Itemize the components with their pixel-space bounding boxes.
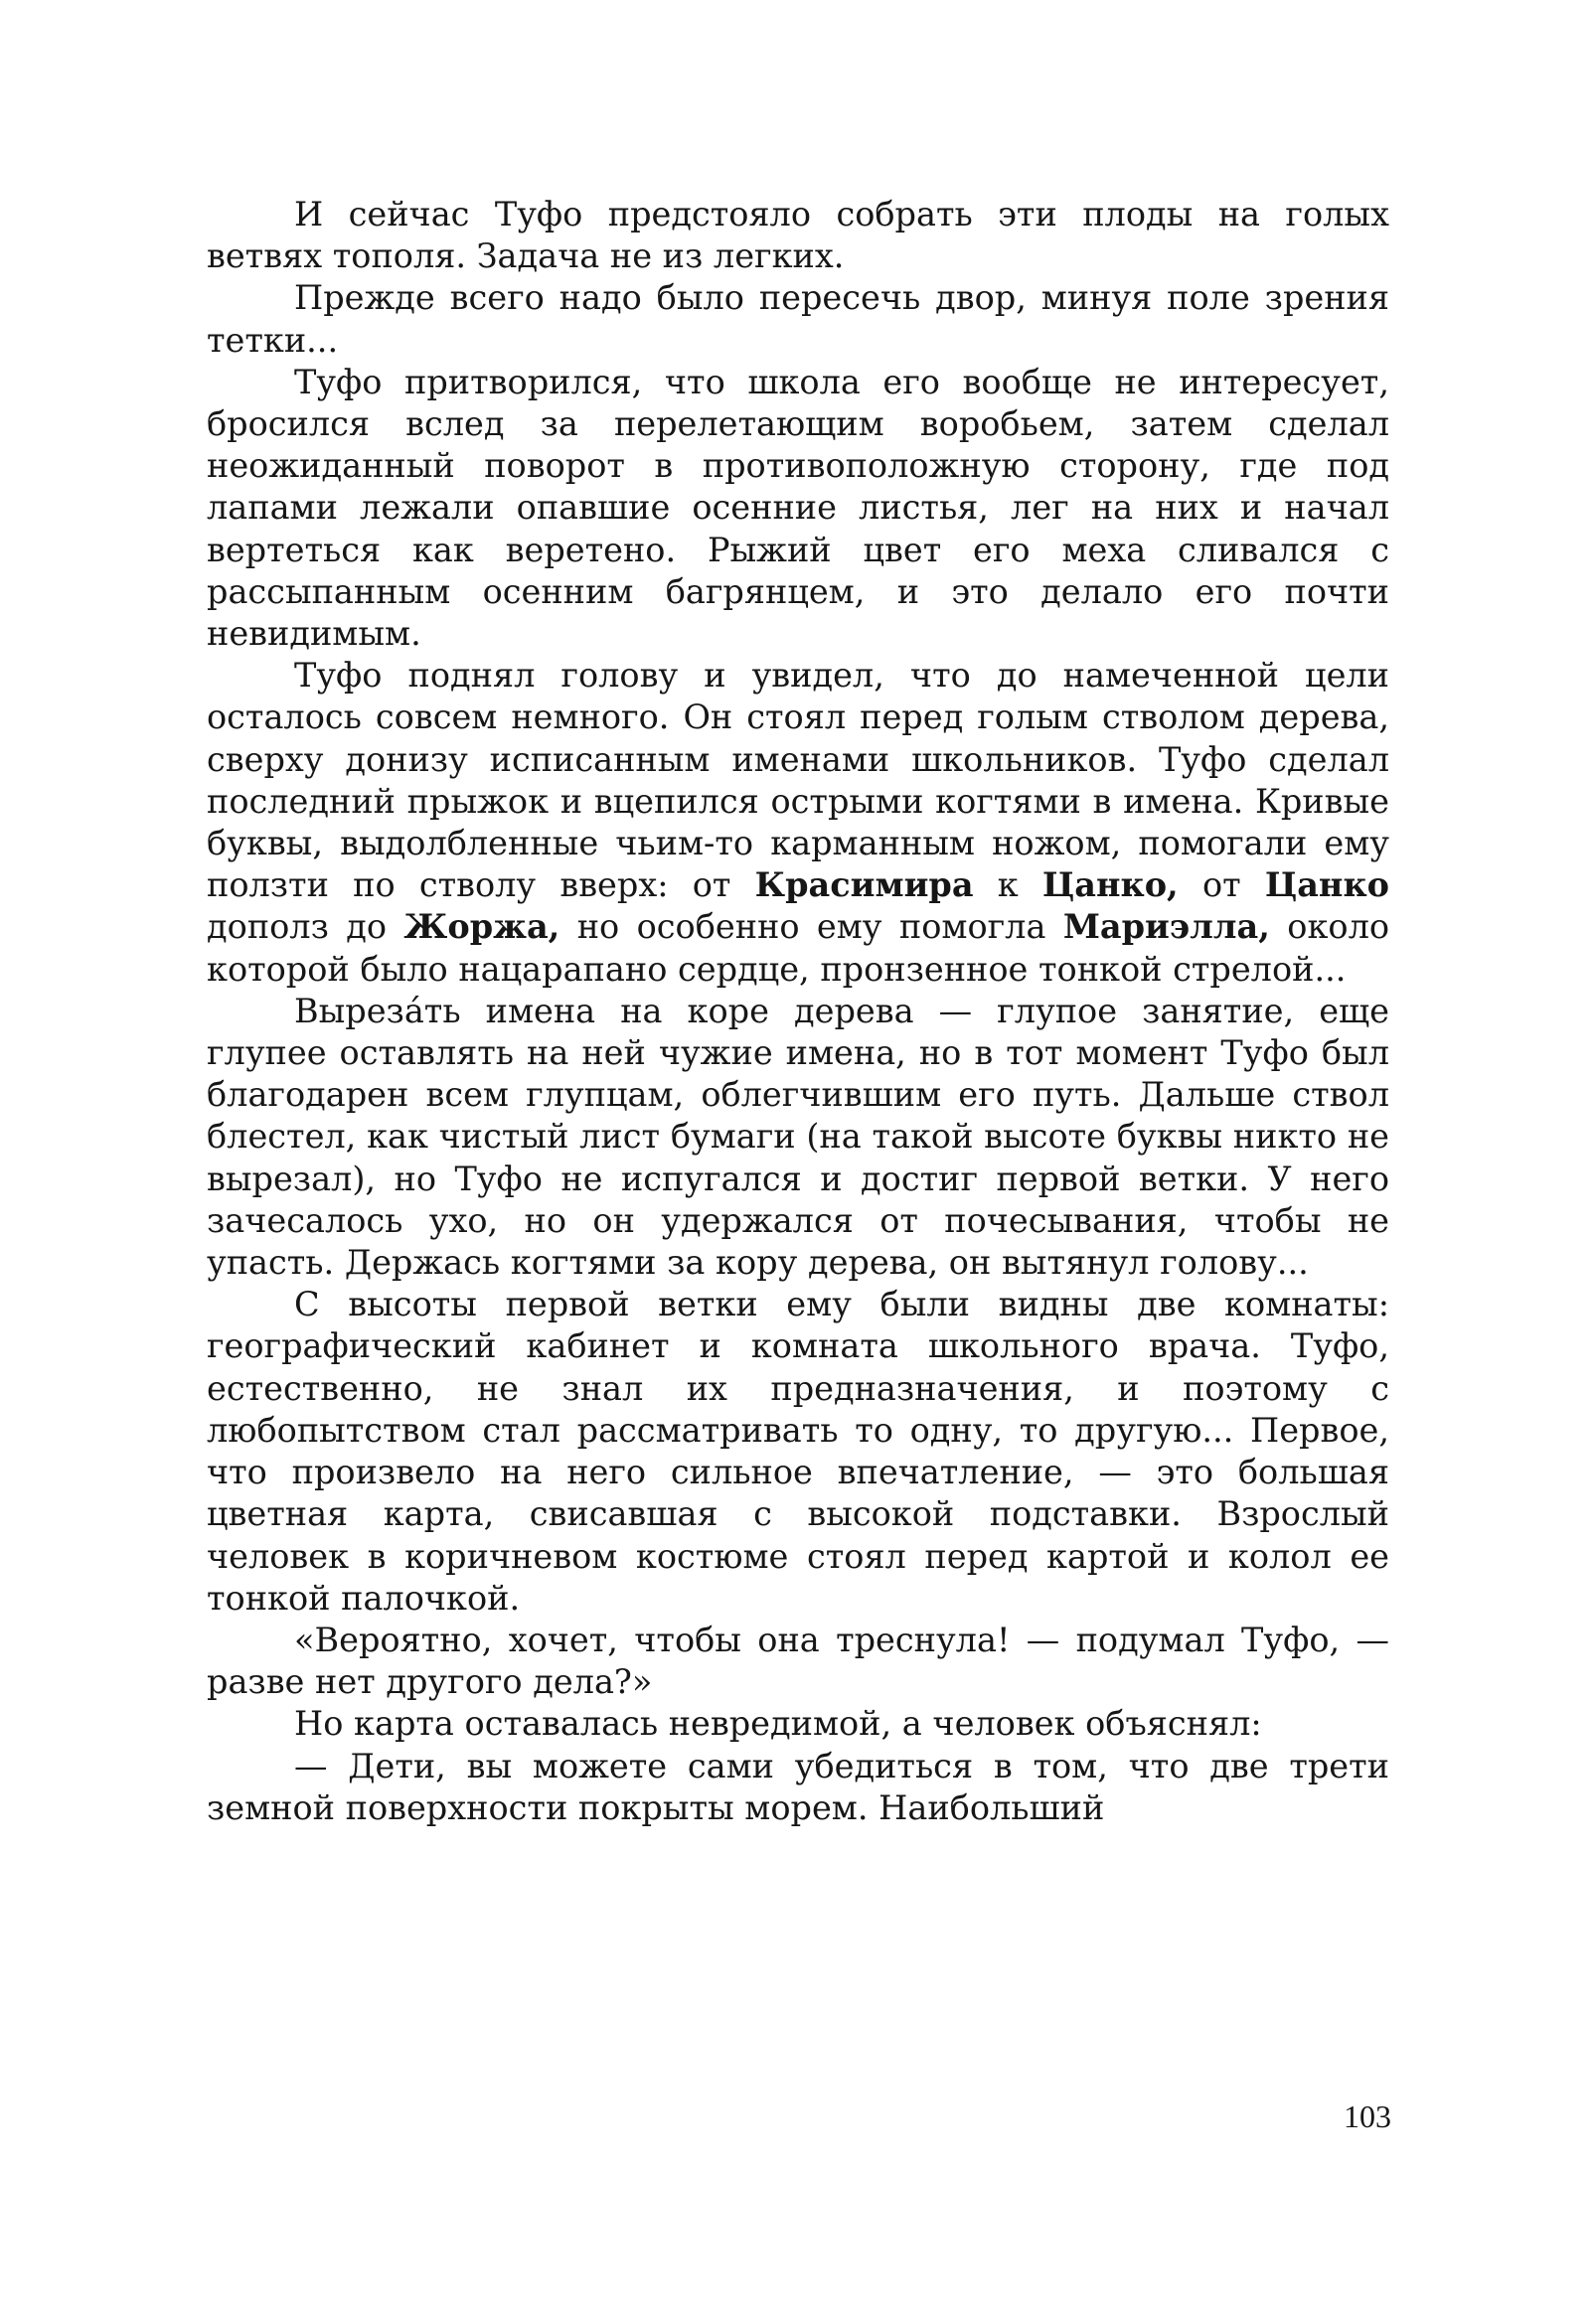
text-run: к [973, 865, 1042, 905]
text-run: Вырезáть имена на коре дерева — глупое занятие, еще глупее оставлять на ней чужие имена, но в тот момент Туфо был благодарен всем глупцам, облегчившим его путь. Дальше ствол блестел, как чистый лист бумаги (на такой высоте буквы никто не вырезал), но Туфо не испугался и достиг первой ветки. У него зачесалось ухо, но он удержался от почесывания, чтобы не упасть. Держась когтями за кору дерева, он вытянул голову... [207, 991, 1389, 1283]
paragraph-3 [207, 362, 1389, 655]
name-mariella: Мариэлла, [1062, 907, 1270, 947]
paragraph-6 [207, 1284, 1389, 1620]
text-run: Прежде всего надо было пересечь двор, минуя поле зрения тетки... [207, 278, 1389, 360]
text-run: «Вероятно, хочет, чтобы она треснула! — подумал Туфо, — разве нет другого дела?» [207, 1620, 1389, 1702]
text-run: от [1178, 865, 1265, 905]
text-run: Туфо притворился, что школа его вообще не интересует, бросился вслед за перелетающим воробьем, затем сделал неожиданный поворот в противоположную сторону, где под лапами лежали опавшие осенние листья, лег на них и начал вертеться как веретено. Рыжий цвет его меха сливался с рассыпанным осенним багрянцем, и это делало его почти невидимым. [207, 362, 1389, 654]
text-run: И сейчас Туфо предстояло собрать эти плоды на голых ветвях тополя. Задача не из легких. [207, 195, 1389, 276]
name-tsanko: Цанко, [1041, 865, 1179, 905]
text-run: около которой было нацарапано сердце, пронзенное тонкой стрелой... [207, 907, 1390, 989]
paragraph-7 [207, 1620, 1389, 1703]
name-tsanko-2: Цанко [1264, 865, 1389, 905]
paragraph-1 [207, 194, 1389, 277]
text-run: Но карта оставалась невредимой, а человек объяснял: [294, 1704, 1262, 1744]
paragraph-5 [207, 991, 1389, 1284]
name-zhorzha: Жоржа, [403, 907, 560, 947]
page-body [207, 194, 1389, 1829]
paragraph-2 [207, 277, 1389, 361]
text-run: С высоты первой ветки ему были видны две комнаты: географический кабинет и комната школьного врача. Туфо, естественно, не знал их предназначения, и поэтому с любопытством стал рассматривать то одну, то другую... Первое, что произвело на него сильное впечатление, — это большая цветная карта, свисавшая с высокой подставки. Взрослый человек в коричневом костюме стоял перед картой и колол ее тонкой палочкой. [207, 1285, 1389, 1618]
page-number: 103 [1344, 2098, 1391, 2134]
name-krasimira: Красимира [754, 865, 974, 905]
paragraph-9 [207, 1746, 1389, 1829]
text-run: но особенно ему помогла [559, 907, 1063, 947]
paragraph-8 [207, 1703, 1389, 1745]
text-run: — Дети, вы можете сами убедиться в том, что две трети земной поверхности покрыты морем. Наибольший [207, 1746, 1389, 1827]
text-run: дополз до [207, 907, 404, 947]
paragraph-4 [207, 655, 1389, 991]
text-run: Туфо поднял голову и увидел, что до намеченной цели осталось совсем немного. Он стоял перед голым стволом дерева, сверху донизу исписанным именами школьников. Туфо сделал последний прыжок и вцепился острыми когтями в имена. Кривые буквы, выдолбленные чьим-то карманным ножом, помогали ему ползти по стволу вверх: от [207, 656, 1389, 905]
